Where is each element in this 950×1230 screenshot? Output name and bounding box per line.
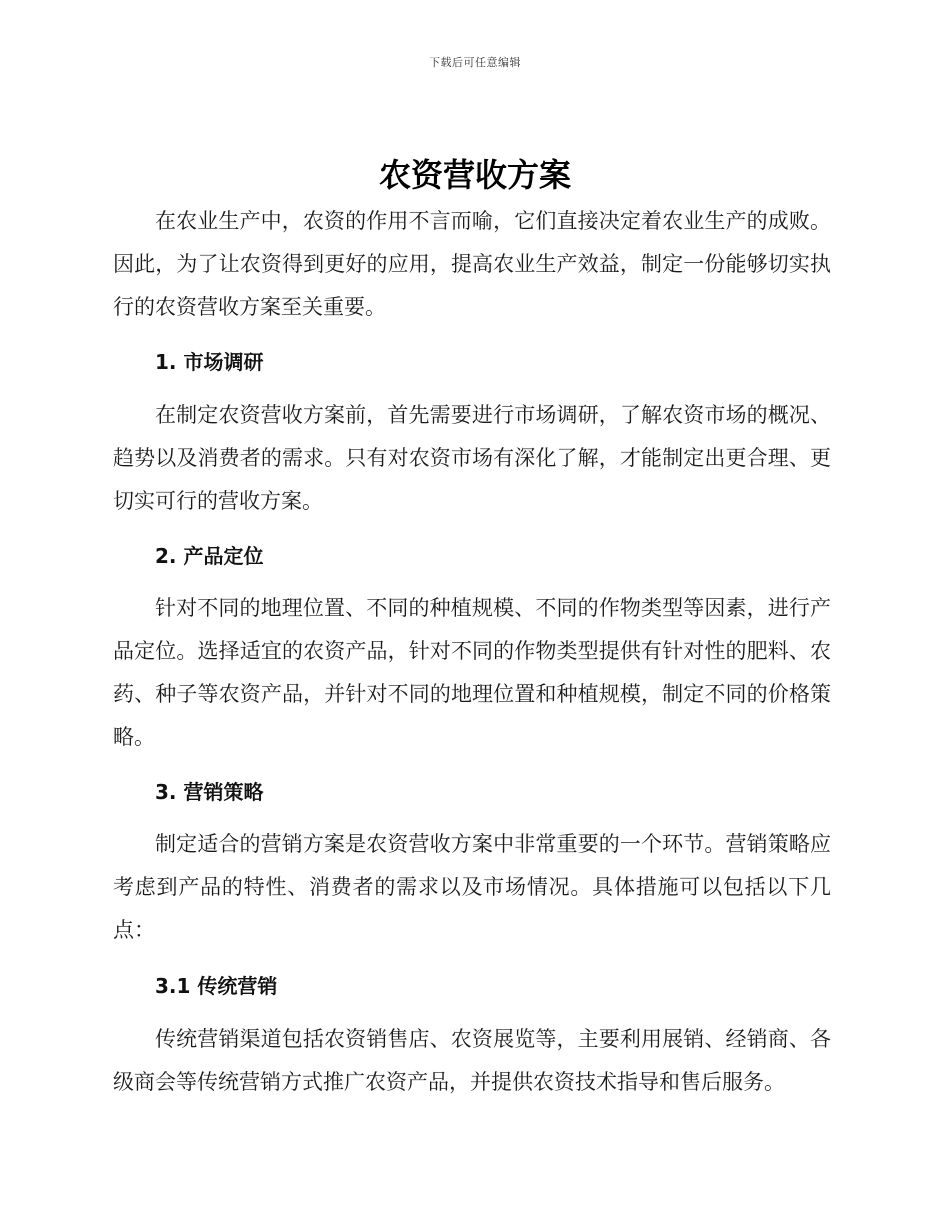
document-title: 农资营收方案: [378, 156, 571, 194]
section-heading-product-positioning: 2. 产品定位: [155, 544, 264, 568]
section-paragraph-product-positioning: 针对不同的地理位置、不同的种植规模、不同的作物类型等因素，进行产品定位。选择适宜的农资产品，针对不同的作物类型提供有针对性的肥料、农药、种子等农资产品，并针对不同的地理位置和种植规模，制定不同的价格策略。: [113, 596, 831, 749]
section-paragraph-market-research: 在制定农资营收方案前，首先需要进行市场调研，了解农资市场的概况、趋势以及消费者的需求。只有对农资市场有深化了解，才能制定出更合理、更切实可行的营收方案。: [113, 403, 831, 513]
section-paragraph-traditional-marketing: 传统营销渠道包括农资销售店、农资展览等，主要利用展销、经销商、各级商会等传统营销方式推广农资产品，并提供农资技术指导和售后服务。: [113, 1027, 831, 1094]
header-note: 下载后可任意编辑: [429, 56, 521, 69]
intro-paragraph: 在农业生产中，农资的作用不言而喻，它们直接决定着农业生产的成败。因此，为了让农资得到更好的应用，提高农业生产效益，制定一份能够切实执行的农资营收方案至关重要。: [113, 209, 831, 319]
section-heading-traditional-marketing: 3.1 传统营销: [155, 974, 278, 998]
section-paragraph-marketing-strategy: 制定适合的营销方案是农资营收方案中非常重要的一个环节。营销策略应考虑到产品的特性、消费者的需求以及市场情况。具体措施可以包括以下几点：: [113, 832, 831, 942]
section-heading-market-research: 1. 市场调研: [155, 350, 264, 374]
section-heading-marketing-strategy: 3. 营销策略: [155, 780, 264, 804]
